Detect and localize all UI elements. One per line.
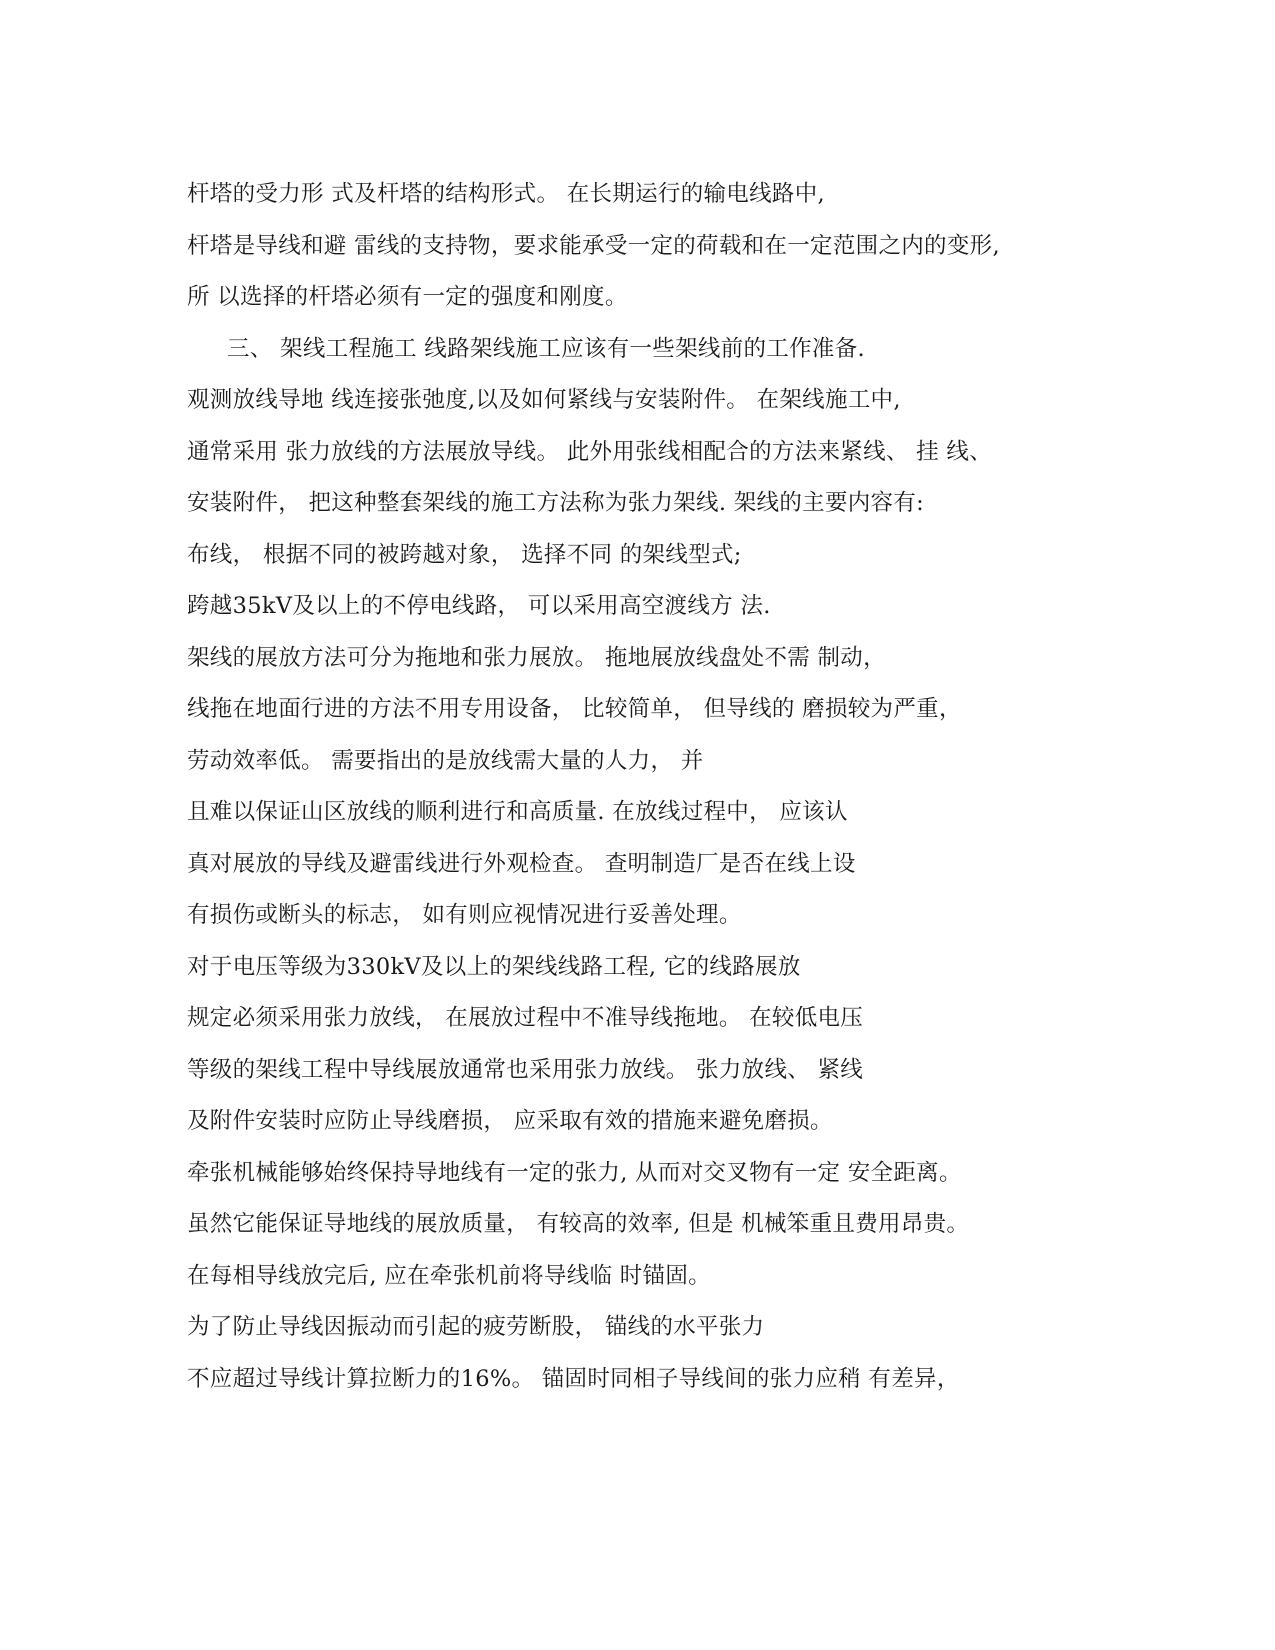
text-line: 所 以选择的杆塔必须有一定的强度和刚度。	[187, 284, 628, 310]
text-line: 架线的展放方法可分为拖地和张力展放。 拖地展放线盘处不需 制动，	[187, 644, 886, 671]
text-line: 劳动效率低。 需要指出的是放线需大量的人力， 并	[187, 747, 704, 774]
text-line: 安装附件， 把这种整套架线的施工方法称为张力架线. 架线的主要内容有:	[187, 490, 925, 516]
text-line: 及附件安装时应防止导线磨损， 应采取有效的措施来避免磨损。	[187, 1108, 833, 1134]
text-line: 跨越35kV及以上的不停电线路， 可以采用高空渡线方 法.	[187, 593, 771, 619]
text-line: 不应超过导线计算拉断力的16%。 锚固时同相子导线间的张力应稍 有差异，	[187, 1365, 960, 1392]
text-line: 布线， 根据不同的被跨越对象， 选择不同 的架线型式;	[187, 541, 742, 568]
text-line: 杆塔的受力形 式及杆塔的结构形式。 在长期运行的输电线路中,	[187, 181, 825, 207]
text-line: 牵张机械能够始终保持导地线有一定的张力, 从而对交叉物有一定 安全距离。	[187, 1159, 962, 1186]
text-line: 在每相导线放完后, 应在牵张机前将导线临 时锚固。	[187, 1262, 711, 1289]
text-line: 对于电压等级为330kV及以上的架线线路工程, 它的线路展放	[187, 953, 801, 980]
body-text	[187, 169, 1087, 1405]
text-line: 通常采用 张力放线的方法展放导线。 此外用张线相配合的方法来紧线、 挂 线、	[187, 438, 993, 465]
text-line: 有损伤或断头的标志， 如有则应视情况进行妥善处理。	[187, 902, 742, 928]
text-line: 等级的架线工程中导线展放通常也采用张力放线。 张力放线、 紧线	[187, 1056, 864, 1083]
text-line: 杆塔是导线和避 雷线的支持物，要求能承受一定的荷载和在一定范围之内的变形,	[187, 232, 1000, 259]
text-line: 真对展放的导线及避雷线进行外观检查。 查明制造厂是否在线上设	[187, 850, 856, 877]
text-line: 规定必须采用张力放线， 在展放过程中不准导线拖地。 在较低电压	[187, 1005, 864, 1031]
text-line: 虽然它能保证导地线的展放质量， 有较高的效率, 但是 机械笨重且费用昂贵。	[187, 1211, 970, 1237]
section-heading-line: 三、 架线工程施工 线路架线施工应该有一些架线前的工作准备.	[227, 335, 865, 362]
text-line: 线拖在地面行进的方法不用专用设备， 比较简单， 但导线的 磨损较为严重，	[187, 696, 962, 722]
text-line: 为了防止导线因振动而引起的疲劳断股， 锚线的水平张力	[187, 1314, 765, 1340]
text-line: 观测放线导地 线连接张弛度,以及如何紧线与安装附件。 在架线施工中,	[187, 387, 901, 413]
text-line: 且难以保证山区放线的顺利进行和高质量. 在放线过程中， 应该认	[187, 799, 848, 825]
